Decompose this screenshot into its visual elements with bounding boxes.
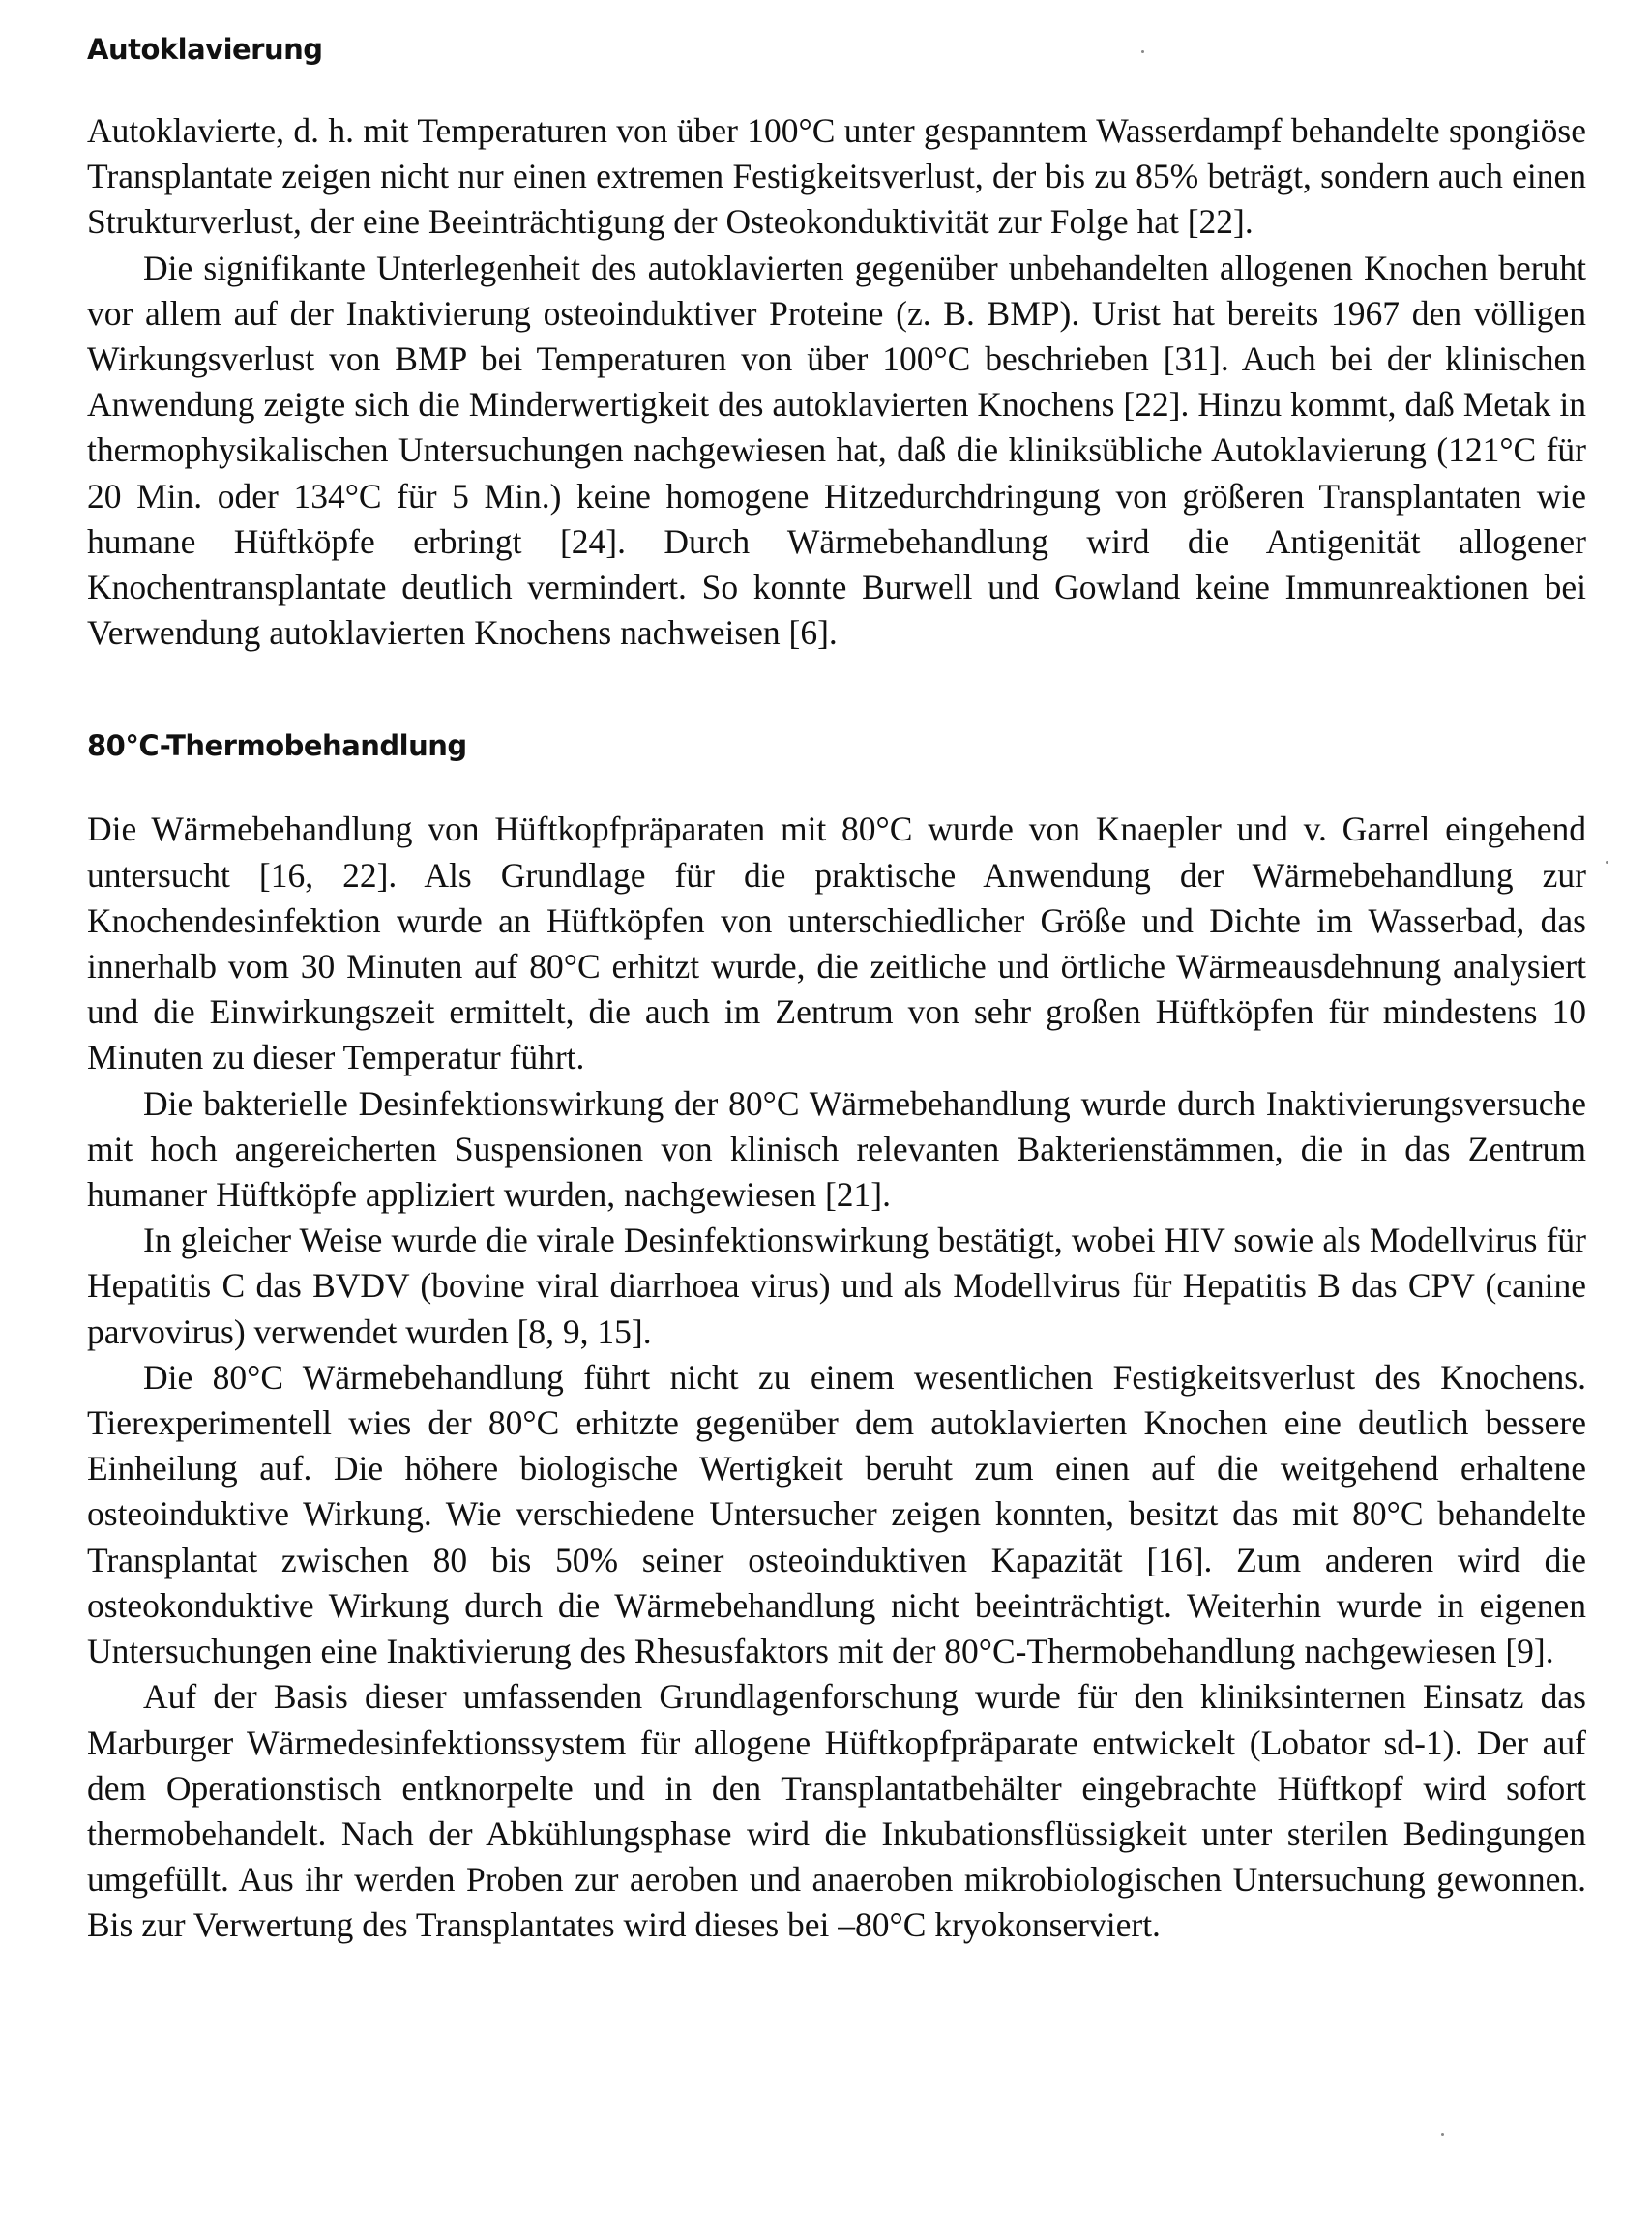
- paragraph: Die signifikante Unterlegenheit des autoklavierten gegenüber unbehandelten allogenen Knochen beruht vor allem auf der Inaktivierung osteoinduktiver Proteine (z. B. BMP). Urist hat bereits 1967 den völligen Wirkungsverlust von BMP bei Temperaturen von über 100°C beschrieben [31]. Auch bei der klinischen Anwendung zeigte sich die Minderwertigkeit des autoklavierten Knochens [22]. Hinzu kommt, daß Metak in thermophysikalischen Untersuchungen nachgewiesen hat, daß die kliniksübliche Autoklavierung (121°C für 20 Min. oder 134°C für 5 Min.) keine homogene Hitzedurchdringung von größeren Transplantaten wie humane Hüftköpfe erbringt [24]. Durch Wärmebehandlung wird die Antigenität allogener Knochentransplantate deutlich vermindert. So konnte Burwell und Gowland keine Immunreaktionen bei Verwendung autoklavierten Knochens nachweisen [6].: [87, 248, 1586, 653]
- scan-speck: [1141, 50, 1144, 53]
- scan-speck: [1606, 861, 1608, 864]
- scan-speck: [1441, 2133, 1444, 2136]
- paragraph: Die Wärmebehandlung von Hüftkopfpräparaten mit 80°C wurde von Knaepler und v. Garrel eingehend untersucht [16, 22]. Als Grundlage für die praktische Anwendung der Wärmebehandlung zur Knochendesinfektion wurde an Hüftköpfen von unterschiedlicher Größe und Dichte im Wasserbad, das innerhalb vom 30 Minuten auf 80°C erhitzt wurde, die zeitliche und örtliche Wärmeausdehnung analysiert und die Einwirkungszeit ermittelt, die auch im Zentrum von sehr großen Hüftköpfen für mindestens 10 Minuten zu dieser Temperatur führt.: [87, 810, 1586, 1077]
- paragraph: In gleicher Weise wurde die virale Desinfektionswirkung bestätigt, wobei HIV sowie als Modellvirus für Hepatitis C das BVDV (bovine viral diarrhoea virus) und als Modellvirus für Hepatitis B das CPV (canine parvovirus) verwendet wurden [8, 9, 15].: [87, 1221, 1586, 1351]
- paragraph: Die bakterielle Desinfektionswirkung der 80°C Wärmebehandlung wurde durch Inaktivierungsversuche mit hoch angereicherten Suspensionen von klinisch relevanten Bakterienstämmen, die in das Zentrum humaner Hüftköpfe appliziert wurden, nachgewiesen [21].: [87, 1083, 1586, 1215]
- section-heading: 80°C-Thermobehandlung: [87, 729, 467, 763]
- paragraph: Auf der Basis dieser umfassenden Grundlagenforschung wurde für den kliniksinternen Einsatz das Marburger Wärmedesinfektionssystem für allogene Hüftkopfpräparate entwickelt (Lobator sd-1). Der auf dem Operationstisch entknorpelte und in den Transplantatbehälter eingebrachte Hüftkopf wird sofort thermobehandelt. Nach der Abkühlungsphase wird die Inkubationsflüssigkeit unter sterilen Bedingungen umgefüllt. Aus ihr werden Proben zur aeroben und anaeroben mikrobiologischen Untersuchung gewonnen. Bis zur Verwertung des Transplantates wird dieses bei –80°C kryokonserviert.: [87, 1677, 1586, 1945]
- text-column: [87, 27, 1586, 1949]
- paragraph: Die 80°C Wärmebehandlung führt nicht zu einem wesentlichen Festigkeitsverlust des Knochens. Tierexperimentell wies der 80°C erhitzte gegenüber dem autoklavierten Knochen eine deutlich bessere Einheilung auf. Die höhere biologische Wertigkeit beruht zum einen auf die weitgehend erhaltene osteoinduktive Wirkung. Wie verschiedene Untersucher zeigen konnten, besitzt das mit 80°C behandelte Transplantat zwischen 80 bis 50% seiner osteoinduktiven Kapazität [16]. Zum anderen wird die osteokonduktive Wirkung durch die Wärmebehandlung nicht beeinträchtigt. Weiterhin wurde in eigenen Untersuchungen eine Inaktivierung des Rhesusfaktors mit der 80°C-Thermobehandlung nachgewiesen [9].: [87, 1357, 1586, 1671]
- section-autoklavierung: [87, 33, 1586, 656]
- paragraph: Autoklavierte, d. h. mit Temperaturen von über 100°C unter gespanntem Wasserdampf behandelte spongiöse Transplantate zeigen nicht nur einen extremen Festigkeitsverlust, der bis zu 85% beträgt, sondern auch einen Strukturverlust, der eine Beeinträchtigung der Osteokonduktivität zur Folge hat [22].: [87, 111, 1586, 242]
- section-heading: Autoklavierung: [87, 33, 323, 66]
- section-thermobehandlung: [87, 729, 1586, 1948]
